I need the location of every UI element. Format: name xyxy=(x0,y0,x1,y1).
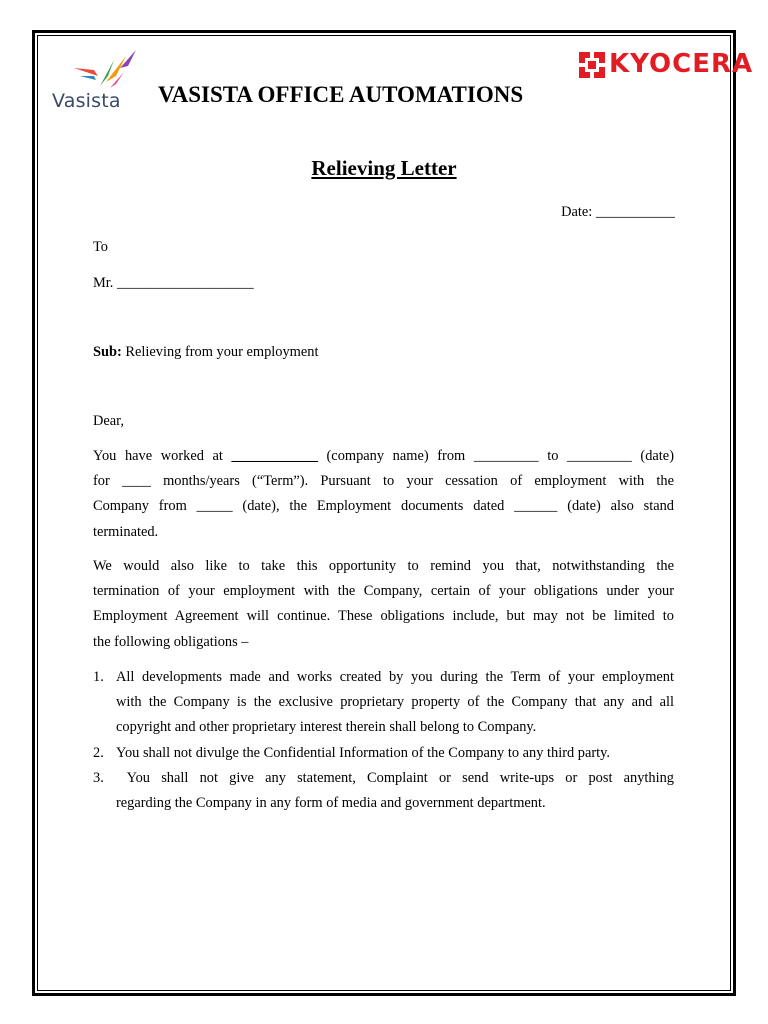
obligation-line: copyright and other proprietary interest therein shall belong to Company. xyxy=(116,719,537,736)
paragraph-line: Employment Agreement will continue. These obligations include, but may not be limited to xyxy=(93,608,674,625)
subject-label: Sub: xyxy=(93,344,122,360)
text-run: You have worked at xyxy=(93,448,232,464)
kyocera-logo xyxy=(577,46,754,84)
paragraph-line: termination of your employment with the Company, certain of your obligations under your xyxy=(93,583,674,600)
vasista-logo xyxy=(46,44,142,118)
paragraph-line: We would also like to take this opportunity to remind you that, notwithstanding the xyxy=(93,558,674,574)
subject-text: Relieving from your employment xyxy=(121,344,319,360)
paragraph-line: Company from _____ (date), the Employment documents dated ______ (date) also stand xyxy=(93,498,674,515)
paragraph-obligations-intro xyxy=(93,554,674,655)
obligation-text xyxy=(116,741,674,766)
kyocera-logo-text: KYOCERA xyxy=(609,49,754,79)
paragraph-employment-term xyxy=(93,444,674,545)
paragraph-line xyxy=(93,444,674,469)
obligation-text xyxy=(116,665,674,741)
obligation-item xyxy=(93,766,674,816)
letter-title: Relieving Letter xyxy=(311,156,457,180)
obligation-line: with the Company is the exclusive proprietary property of the Company that any and all xyxy=(116,694,674,711)
date-line: Date: ___________ xyxy=(561,204,675,220)
recipient-line: Mr. ___________________ xyxy=(93,275,254,291)
company-name-heading: VASISTA OFFICE AUTOMATIONS xyxy=(158,82,524,107)
paragraph-line: the following obligations – xyxy=(93,633,249,650)
paragraph-line: for ____ months/years (“Term”). Pursuant to your cessation of employment with the xyxy=(93,473,674,490)
kyocera-mark-icon xyxy=(577,50,607,80)
vasista-bird-icon xyxy=(70,46,140,94)
obligation-line: All developments made and works created by you during the Term of your employment xyxy=(116,669,674,685)
obligation-line: You shall not divulge the Confidential Information of the Company to any third party. xyxy=(116,744,611,761)
vasista-logo-text: Vasista xyxy=(52,90,121,112)
obligation-number: 2. xyxy=(93,744,104,761)
text-run: (company name) from _________ to _________ (date) xyxy=(317,448,674,464)
obligation-number: 3. xyxy=(93,769,104,786)
salutation: Dear, xyxy=(93,413,124,429)
obligation-line: You shall not give any statement, Complaint or send write-ups or post anything xyxy=(116,769,674,786)
company-name-blank: ____________ xyxy=(231,448,318,464)
subject-line xyxy=(93,344,318,361)
paragraph-line: terminated. xyxy=(93,523,159,540)
obligations-list xyxy=(93,665,674,816)
obligation-number: 1. xyxy=(93,669,104,685)
obligation-item xyxy=(93,741,674,766)
obligation-item xyxy=(93,665,674,741)
obligation-text xyxy=(116,766,674,816)
to-line: To xyxy=(93,239,108,255)
obligation-line: regarding the Company in any form of media and government department. xyxy=(116,794,546,811)
